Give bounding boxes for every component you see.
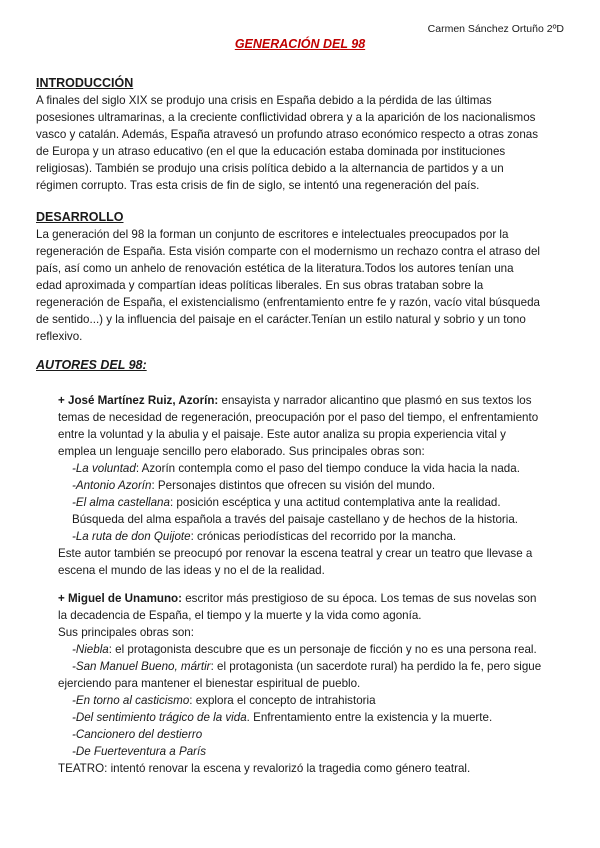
intro-line: régimen corrupto. Tras esta crisis de fin de siglo, se intentó una regeneración del país. [36, 179, 480, 192]
unamuno-work-continuation: ejerciendo para mantener el bienestar espiritual de pueblo. [58, 677, 361, 690]
work-desc: : el protagonista descubre que es un personaje de ficción y no es una persona real. [108, 643, 537, 656]
work-desc: : crónicas periodísticas del recorrido por la mancha. [190, 530, 457, 543]
unamuno-block [58, 590, 568, 777]
unamuno-work-item [58, 658, 568, 675]
azorin-work-item [58, 528, 568, 545]
intro-line: de Europa y un atraso educativo (en el que la educación estaba dominada por instituciones [36, 145, 506, 158]
work-desc: . Enfrentamiento entre la existencia y la muerte. [246, 711, 493, 724]
work-title: -Del sentimiento trágico de la vida [72, 711, 247, 724]
work-desc: : posición escéptica y una actitud contemplativa ante la realidad. [169, 496, 501, 509]
unamuno-work-item [58, 641, 568, 658]
desarrollo-line: regeneración de España. Esta visión comparte con el modernismo un rechazo contra el atraso del [36, 245, 540, 258]
section-heading-autores: AUTORES DEL 98: [36, 358, 147, 372]
desarrollo-line: edad aproximada y compartían ideas políticas liberales. En sus obras trataban sobre la [36, 279, 484, 292]
azorin-intro-line: temas de necesidad de regeneración, preocupación por el paso del tiempo, el enfrentamiento [58, 411, 539, 424]
work-desc: : Azorín contempla como el paso del tiempo conduce la vida hacia la nada. [135, 462, 520, 475]
intro-paragraph [36, 92, 566, 194]
section-heading-introduccion: INTRODUCCIÓN [36, 76, 134, 90]
unamuno-name: + Miguel de Unamuno: [58, 592, 182, 605]
work-desc: : explora el concepto de intrahistoria [189, 694, 376, 707]
azorin-work-continuation: Búsqueda del alma española a través del paisaje castellano y de hechos de la historia. [72, 513, 519, 526]
azorin-intro-line: entre la voluntad y la abulia y el paisaje. Este autor analiza su propia experiencia vital y [58, 428, 506, 441]
unamuno-intro-text: escritor más prestigioso de su época. Los temas de sus novelas son [182, 592, 537, 605]
work-title: -San Manuel Bueno, mártir [72, 660, 211, 673]
work-desc: : el protagonista (un sacerdote rural) ha perdido la fe, pero sigue [210, 660, 542, 673]
desarrollo-line: La generación del 98 la forman un conjunto de escritores e intelectuales preocupados por la [36, 228, 509, 241]
author-name: Carmen Sánchez Ortuño 2ºD [427, 23, 564, 35]
azorin-work-item [58, 477, 568, 494]
work-title: -De Fuerteventura a París [72, 745, 207, 758]
azorin-work-item [58, 494, 568, 511]
work-title: -Cancionero del destierro [72, 728, 203, 741]
work-title: -En torno al casticismo [72, 694, 190, 707]
azorin-work-item [58, 460, 568, 477]
intro-line: A finales del siglo XIX se produjo una crisis en España debido a la pérdida de las últimas [36, 94, 492, 107]
desarrollo-line: país, así como un anhelo de renovación estética de la literatura.Todos los autores tenían una [36, 262, 514, 275]
intro-line: religiosas). También se produjo una crisis política debido a la alternancia de partidos y a un [36, 162, 504, 175]
azorin-intro-line [58, 392, 568, 409]
azorin-intro-text: ensayista y narrador alicantino que plasmó en sus textos los [218, 394, 532, 407]
document-title: GENERACIÓN DEL 98 [234, 37, 366, 51]
unamuno-intro-line: la decadencia de España, el tiempo y la muerte y la vida como agonía. [58, 609, 422, 622]
unamuno-work-item [58, 692, 568, 709]
unamuno-teatro-line: TEATRO: intentó renovar la escena y revalorizó la tragedia como género teatral. [58, 762, 471, 775]
desarrollo-paragraph [36, 226, 566, 345]
unamuno-work-item [58, 726, 568, 743]
work-title: -Niebla [72, 643, 109, 656]
intro-line: vasco y catalán. Además, España atravesó un profundo atraso económico respecto a otras zonas [36, 128, 539, 141]
azorin-outro-line: Este autor también se preocupó por renovar la escena teatral y crear un teatro que llevase a [58, 547, 533, 560]
unamuno-intro-line [58, 590, 568, 607]
unamuno-work-item [58, 709, 568, 726]
unamuno-work-item [58, 743, 568, 760]
work-title: -El alma castellana [72, 496, 170, 509]
work-title: -La voluntad [72, 462, 136, 475]
azorin-name: + José Martínez Ruiz, Azorín: [58, 394, 219, 407]
work-title: -La ruta de don Quijote [72, 530, 191, 543]
section-heading-desarrollo: DESARROLLO [36, 210, 124, 224]
desarrollo-line: reflexivo. [36, 330, 83, 343]
desarrollo-line: regeneración de España, el existencialismo (enfrentamiento entre fe y razón, vacío vital búsqueda [36, 296, 540, 309]
work-title: -Antonio Azorín [72, 479, 152, 492]
work-desc: : Personajes distintos que ofrecen su visión del mundo. [151, 479, 436, 492]
azorin-intro-line: emplea un lenguaje sencillo pero elaborado. Sus principales obras son: [58, 445, 425, 458]
azorin-outro-line: escena el mundo de las ideas y no el de la realidad. [58, 564, 325, 577]
intro-line: posesiones ultramarinas, a la creciente conflictividad obrera y a la aparición de los nacionalismos [36, 111, 536, 124]
azorin-block [58, 392, 568, 579]
desarrollo-line: de sentido...) y la influencia del paisaje en el carácter.Tenían un estilo natural y sobrio y un tono [36, 313, 526, 326]
unamuno-intro-line: Sus principales obras son: [58, 626, 194, 639]
